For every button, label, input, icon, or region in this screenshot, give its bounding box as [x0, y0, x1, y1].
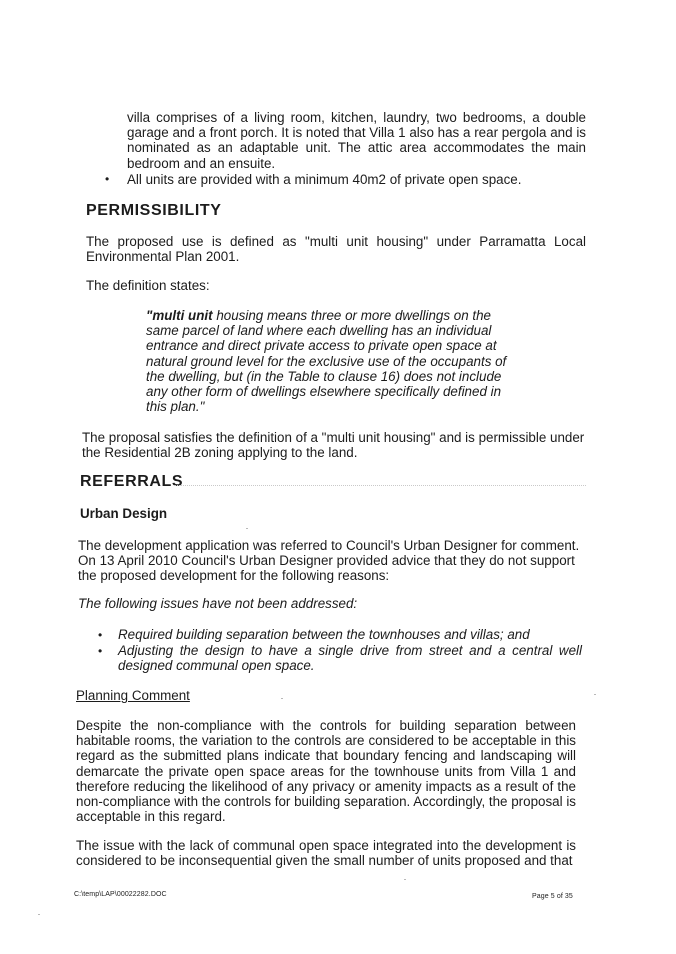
- issue-item-1: Required building separation between the townhouses and villas; and: [118, 627, 530, 642]
- scan-speck: [281, 698, 283, 699]
- referrals-heading: REFERRALS: [80, 473, 184, 490]
- scan-speck: [38, 914, 40, 915]
- bullet-open-space: All units are provided with a minimum 40m2 of private open space.: [127, 172, 522, 187]
- issues-intro: The following issues have not been addressed:: [78, 596, 358, 611]
- footer-file-path: C:\temp\LAP\00022282.DOC: [74, 891, 167, 898]
- planning-comment-paragraph: Despite the non-compliance with the controls for building separation between habitable rooms, the variation to the controls are considered to be acceptable in this regard as the submitted plans indicate that boundary fencing and landscaping will demarcate the private open space areas for the townhouse units from Villa 1 and therefore reducing the likelihood of any privacy or amenity impacts as a result of the non-compliance with the controls for building separation. Accordingly, the proposal is acceptable in this regard.: [76, 718, 576, 825]
- footer-page-number: Page 5 of 35: [532, 893, 573, 900]
- urban-design-paragraph: The development application was referred to Council's Urban Designer for comment. On 13 April 2010 Council's Urban Designer provided advice that they do not support the proposed development for the following reasons:: [78, 538, 580, 584]
- scan-speck: [246, 528, 248, 529]
- scan-speck: [594, 694, 596, 695]
- referrals-divider: [174, 485, 586, 486]
- definition-text: housing means three or more dwellings on the same parcel of land where each dwelling has an individual entrance and direct private access to private open space at natural ground level for the exclusive use of the occupants of the dwelling, but (in the Table to clause 16) does not include any other form of dwellings elsewhere specifically defined in this plan.": [146, 308, 507, 415]
- issue-item-2: Adjusting the design to have a single drive from street and a central well designed communal open space.: [118, 643, 582, 674]
- definition-quote: [146, 308, 522, 414]
- permissibility-para-3: The proposal satisfies the definition of a "multi unit housing" and is permissible under the Residential 2B zoning applying to the land.: [82, 430, 585, 461]
- definition-term: "multi unit: [146, 308, 213, 323]
- bullet-icon: •: [105, 172, 110, 186]
- scan-speck: [404, 879, 406, 880]
- permissibility-para-2: The definition states:: [86, 278, 210, 293]
- permissibility-heading: PERMISSIBILITY: [86, 202, 222, 219]
- urban-design-heading: Urban Design: [80, 506, 168, 521]
- bullet-icon: •: [98, 644, 103, 658]
- permissibility-para-1: The proposed use is defined as "multi unit housing" under Parramatta Local Environmental Plan 2001.: [86, 234, 586, 265]
- planning-comment-heading: Planning Comment: [76, 688, 190, 703]
- villa-description-paragraph: villa comprises of a living room, kitchen, laundry, two bedrooms, a double garage and a front porch. It is noted that Villa 1 also has a rear pergola and is nominated as an adaptable unit. The attic area accommodates the main bedroom and an ensuite.: [127, 110, 586, 171]
- communal-open-space-paragraph: The issue with the lack of communal open space integrated into the development is considered to be inconsequential given the small number of units proposed and that: [76, 838, 576, 869]
- bullet-icon: •: [98, 628, 103, 642]
